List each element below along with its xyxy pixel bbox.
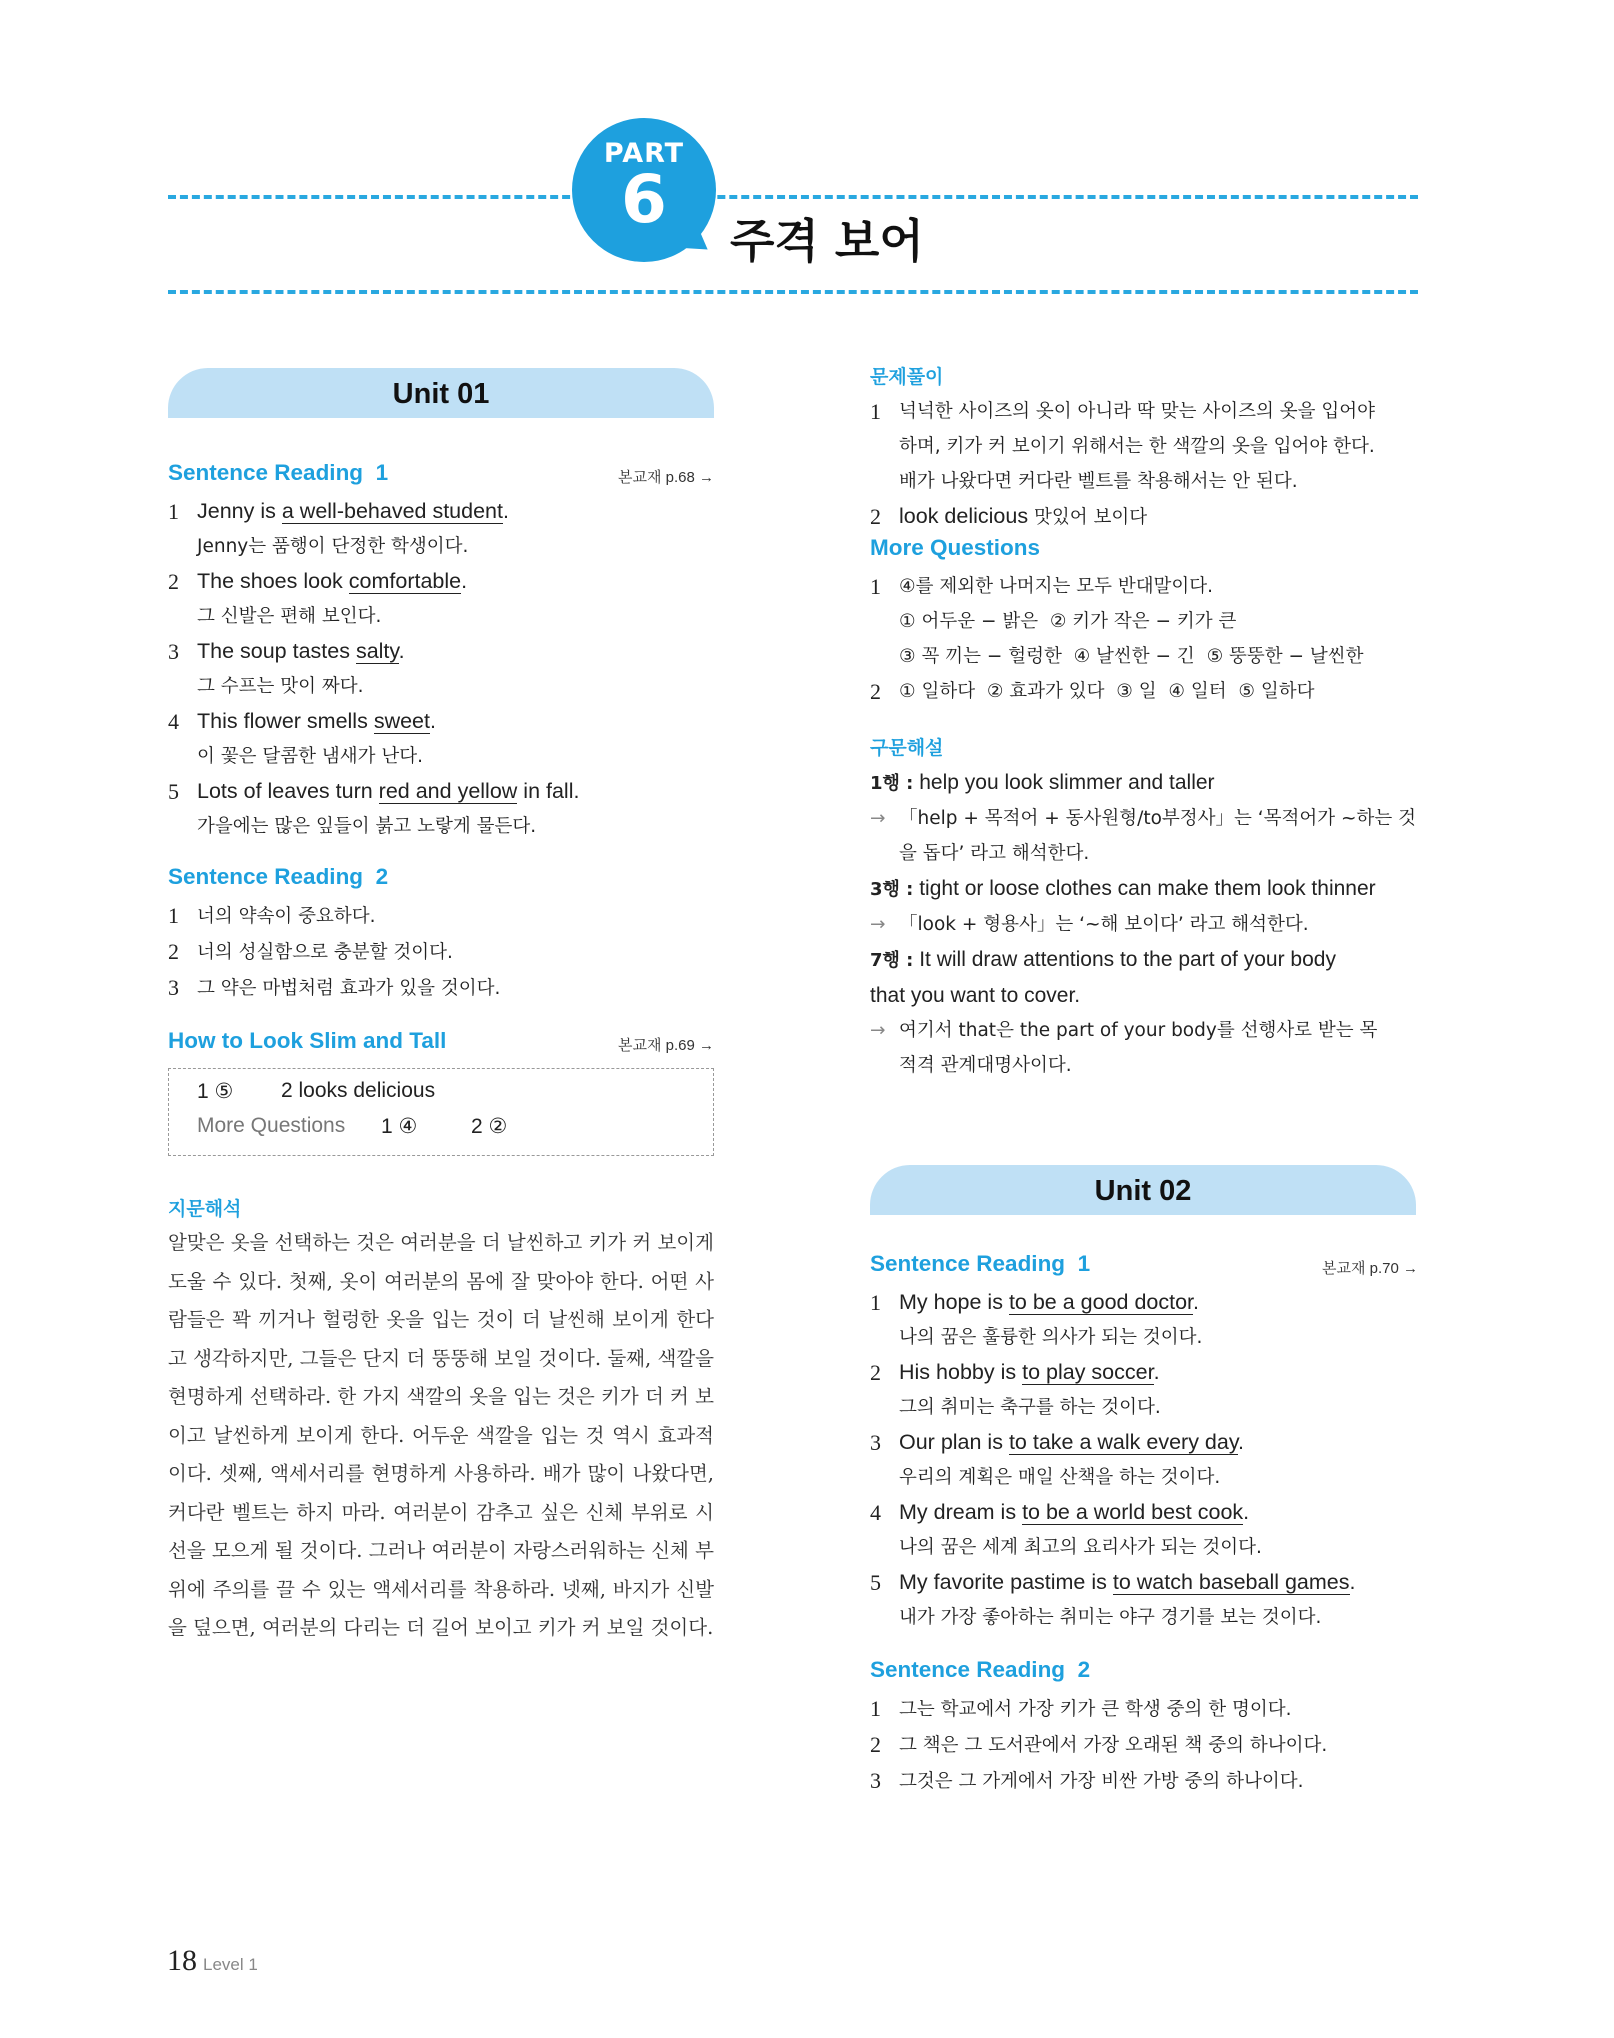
- item-number: 1: [870, 399, 881, 424]
- page-number: 18: [167, 1944, 197, 1977]
- korean-translation: 내가 가장 좋아하는 취미는 야구 경기를 보는 것이다.: [899, 1607, 1322, 1628]
- item-number: 3: [168, 975, 179, 1000]
- item-number: 1: [168, 499, 179, 524]
- korean-translation: 우리의 계획은 매일 산책을 하는 것이다.: [899, 1467, 1221, 1488]
- english-sentence: My hope is to be a good doctor.: [899, 1290, 1200, 1314]
- textbook-page-ref: 본교재 p.68 →: [618, 469, 714, 486]
- korean-meaning: 맛있어 보이다: [1028, 507, 1148, 528]
- section-title: 문제풀이: [870, 366, 944, 388]
- syntax-line-3: 3행 : tight or loose clothes can make them look thinner: [870, 877, 1376, 900]
- korean-translation: Jenny는 품행이 단정한 학생이다.: [197, 536, 469, 557]
- section-title: 구문해설: [870, 737, 944, 759]
- item-number: 2: [168, 939, 179, 964]
- item-number: 1: [870, 1696, 881, 1721]
- korean-sentence: 그는 학교에서 가장 키가 큰 학생 중의 한 명이다.: [899, 1699, 1292, 1720]
- list-item: [870, 569, 1418, 674]
- korean-translation: 그 수프는 맛이 짜다.: [197, 676, 364, 697]
- section-title: 지문해석: [168, 1198, 242, 1220]
- english-sentence: Jenny is a well-behaved student.: [197, 499, 509, 523]
- english-sentence: This flower smells sweet.: [197, 709, 436, 733]
- page-footer: [167, 1944, 258, 1978]
- list-item: [168, 970, 714, 1006]
- korean-translation: 나의 꿈은 훌륭한 의사가 되는 것이다.: [899, 1327, 1203, 1348]
- unit2-sentence-reading-2-heading: [870, 1657, 1418, 1691]
- unit2-sentence-reading-2-list: [870, 1691, 1418, 1799]
- page-title: 주격 보어: [730, 214, 924, 268]
- passage-translation-heading: [168, 1194, 714, 1224]
- more-questions-label: More Questions: [197, 1114, 346, 1137]
- left-column: [168, 368, 714, 1648]
- korean-sentence: 너의 성실함으로 충분할 것이다.: [197, 942, 453, 963]
- list-item: [168, 564, 714, 634]
- list-item: [870, 1763, 1418, 1799]
- korean-translation: 가을에는 많은 잎들이 붉고 노랗게 물든다.: [197, 816, 537, 837]
- answer-2: 2 looks delicious: [281, 1079, 436, 1102]
- part-number: 6: [621, 161, 667, 238]
- more-questions-answer-1: 1 ④: [381, 1115, 418, 1138]
- textbook-page-ref: 본교재 p.69 →: [618, 1037, 714, 1054]
- section-number: 2: [375, 864, 389, 889]
- sentence-reading-2-heading: [168, 864, 714, 898]
- sentence-reading-2-list: [168, 898, 714, 1006]
- unit2-sentence-reading-1-list: [870, 1285, 1418, 1635]
- english-sentence: My dream is to be a world best cook.: [899, 1500, 1250, 1524]
- section-number: 1: [1077, 1251, 1091, 1276]
- answer-box: [168, 1068, 714, 1156]
- item-number: 2: [870, 504, 881, 529]
- korean-sentence: 그 약은 마법처럼 효과가 있을 것이다.: [197, 978, 501, 999]
- explanation-line: ③ 꼭 끼는 − 헐렁한 ④ 날씬한 − 긴 ⑤ 뚱뚱한 − 날씬한: [899, 646, 1364, 667]
- item-number: 3: [870, 1768, 881, 1793]
- arrow-icon: →: [870, 808, 886, 829]
- list-item: [870, 674, 1418, 709]
- list-item: [870, 394, 1418, 499]
- syntax-line-7-cont: that you want to cover.: [870, 984, 1081, 1007]
- section-title: More Questions: [870, 535, 1041, 560]
- english-sentence: The shoes look comfortable.: [197, 569, 468, 593]
- list-item: [870, 499, 1418, 535]
- header-dashed-rule-bottom: [168, 290, 1418, 294]
- part-label: PART: [603, 138, 685, 169]
- unit-02-tab: Unit 02: [870, 1165, 1416, 1215]
- english-sentence: Lots of leaves turn red and yellow in fall.: [197, 779, 580, 803]
- explanation-line: ① 일하다 ② 효과가 있다 ③ 일 ④ 일터 ⑤ 일하다: [899, 681, 1315, 702]
- more-questions-answer-2: 2 ②: [471, 1115, 508, 1138]
- item-number: 2: [870, 679, 881, 704]
- section-number: 1: [375, 460, 389, 485]
- item-number: 1: [870, 1290, 881, 1315]
- syntax-line-1: 1행 : help you look slimmer and taller: [870, 771, 1215, 794]
- right-column: [870, 362, 1418, 1799]
- sentence-reading-1-list: [168, 494, 714, 844]
- solve-heading: [870, 362, 1418, 394]
- english-sentence: The soup tastes salty.: [197, 639, 405, 663]
- passage-translation: 알맞은 옷을 선택하는 것은 여러분을 더 날씬하고 키가 커 보이게 도울 수 있다. 첫째, 옷이 여러분의 몸에 잘 맞아야 한다. 어떤 사람들은 꽉 끼거나 헐렁한 옷을 입는 것이 더 날씬해 보이게 한다고 생각하지만, 그들은 단지 더 뚱뚱해 보일 것이다. 둘째, 색깔을 현명하게 선택하라. 한 가지 색깔의 옷을 입는 것은 키가 더 커 보이고 날씬하게 보이게 한다. 어두운 색깔을 입는 것 역시 효과적이다. 셋째, 액세서리를 현명하게 사용하라. 배가 많이 나왔다면, 커다란 벨트는 하지 마라. 여러분이 감추고 싶은 신체 부위로 시선을 모으게 될 것이다. 그러나 여러분이 자랑스러워하는 신체 부위에 주의를 끌 수 있는 액세서리를 착용하라. 넷째, 바지가 신발을 덮으면, 여러분의 다리는 더 길어 보이고 키가 커 보일 것이다.: [168, 1231, 714, 1639]
- korean-sentence: 그것은 그 가게에서 가장 비싼 가방 중의 하나이다.: [899, 1771, 1304, 1792]
- syntax-note: → 여기서 that은 the part of your body를 선행사로 받는 목 적격 관계대명사이다.: [870, 1013, 1418, 1083]
- item-number: 2: [870, 1732, 881, 1757]
- item-number: 1: [870, 574, 881, 599]
- explanation-line: 넉넉한 사이즈의 옷이 아니라 딱 맞는 사이즈의 옷을 입어야: [899, 401, 1375, 422]
- explanation-line: ④를 제외한 나머지는 모두 반대말이다.: [899, 576, 1214, 597]
- header-dashed-rule-top: [168, 195, 1418, 199]
- list-item: [168, 704, 714, 774]
- textbook-page-ref: 본교재 p.70 →: [1322, 1260, 1418, 1277]
- english-sentence: My favorite pastime is to watch baseball games.: [899, 1570, 1356, 1594]
- section-number: 2: [1077, 1657, 1091, 1682]
- list-item: [168, 494, 714, 564]
- list-item: [168, 774, 714, 844]
- item-number: 5: [168, 779, 179, 804]
- explanation-line: ① 어두운 − 밝은 ② 키가 작은 − 키가 큰: [899, 611, 1237, 632]
- list-item: [870, 1495, 1418, 1565]
- list-item: [168, 934, 714, 970]
- list-item: [870, 1691, 1418, 1727]
- unit2-sentence-reading-1-heading: [870, 1251, 1418, 1285]
- syntax-note: → 「help + 목적어 + 동사원형/to부정사」는 ‘목적어가 ~하는 것 을 돕다’ 라고 해석한다.: [870, 801, 1418, 871]
- syntax-line-7: 7행 : It will draw attentions to the part of your body: [870, 948, 1336, 971]
- list-item: [870, 1285, 1418, 1355]
- section-title: Sentence Reading: [870, 1657, 1066, 1682]
- korean-translation: 그의 취미는 축구를 하는 것이다.: [899, 1397, 1161, 1418]
- item-number: 3: [870, 1430, 881, 1455]
- korean-translation: 그 신발은 편해 보인다.: [197, 606, 382, 627]
- list-item: [870, 1425, 1418, 1495]
- item-number: 2: [168, 569, 179, 594]
- section-title: How to Look Slim and Tall: [168, 1028, 447, 1053]
- arrow-icon: →: [870, 1020, 886, 1041]
- how-to-heading: [168, 1028, 714, 1062]
- english-sentence: His hobby is to play soccer.: [899, 1360, 1160, 1384]
- section-title: Sentence Reading: [870, 1251, 1066, 1276]
- korean-sentence: 너의 약속이 중요하다.: [197, 906, 376, 927]
- explanation-line: 배가 나왔다면 커다란 벨트를 착용해서는 안 된다.: [899, 471, 1298, 492]
- item-number: 4: [870, 1500, 881, 1525]
- section-title: Sentence Reading: [168, 460, 364, 485]
- english-sentence: Our plan is to take a walk every day.: [899, 1430, 1244, 1454]
- korean-sentence: 그 책은 그 도서관에서 가장 오래된 책 중의 하나이다.: [899, 1735, 1328, 1756]
- syntax-note: → 「look + 형용사」는 ‘~해 보이다’ 라고 해석한다.: [870, 907, 1418, 942]
- arrow-icon: →: [870, 914, 886, 935]
- item-number: 4: [168, 709, 179, 734]
- part-badge: [572, 118, 716, 262]
- answer-1: 1 ⑤: [197, 1080, 234, 1103]
- list-item: [870, 1565, 1418, 1635]
- sentence-reading-1-heading: [168, 460, 714, 494]
- item-number: 5: [870, 1570, 881, 1595]
- item-number: 2: [870, 1360, 881, 1385]
- item-number: 1: [168, 903, 179, 928]
- more-questions-heading: [870, 535, 1418, 569]
- item-number: 3: [168, 639, 179, 664]
- korean-translation: 이 꽃은 달콤한 냄새가 난다.: [197, 746, 423, 767]
- syntax-heading: [870, 733, 1418, 765]
- section-title: Sentence Reading: [168, 864, 364, 889]
- list-item: [870, 1727, 1418, 1763]
- explanation-line: 하며, 키가 커 보이기 위해서는 한 색깔의 옷을 입어야 한다.: [899, 436, 1375, 457]
- list-item: [168, 634, 714, 704]
- korean-translation: 나의 꿈은 세계 최고의 요리사가 되는 것이다.: [899, 1537, 1262, 1558]
- list-item: [870, 1355, 1418, 1425]
- level-label: Level 1: [203, 1955, 258, 1974]
- english-phrase: look delicious: [899, 504, 1029, 528]
- list-item: [168, 898, 714, 934]
- unit-01-tab: Unit 01: [168, 368, 714, 418]
